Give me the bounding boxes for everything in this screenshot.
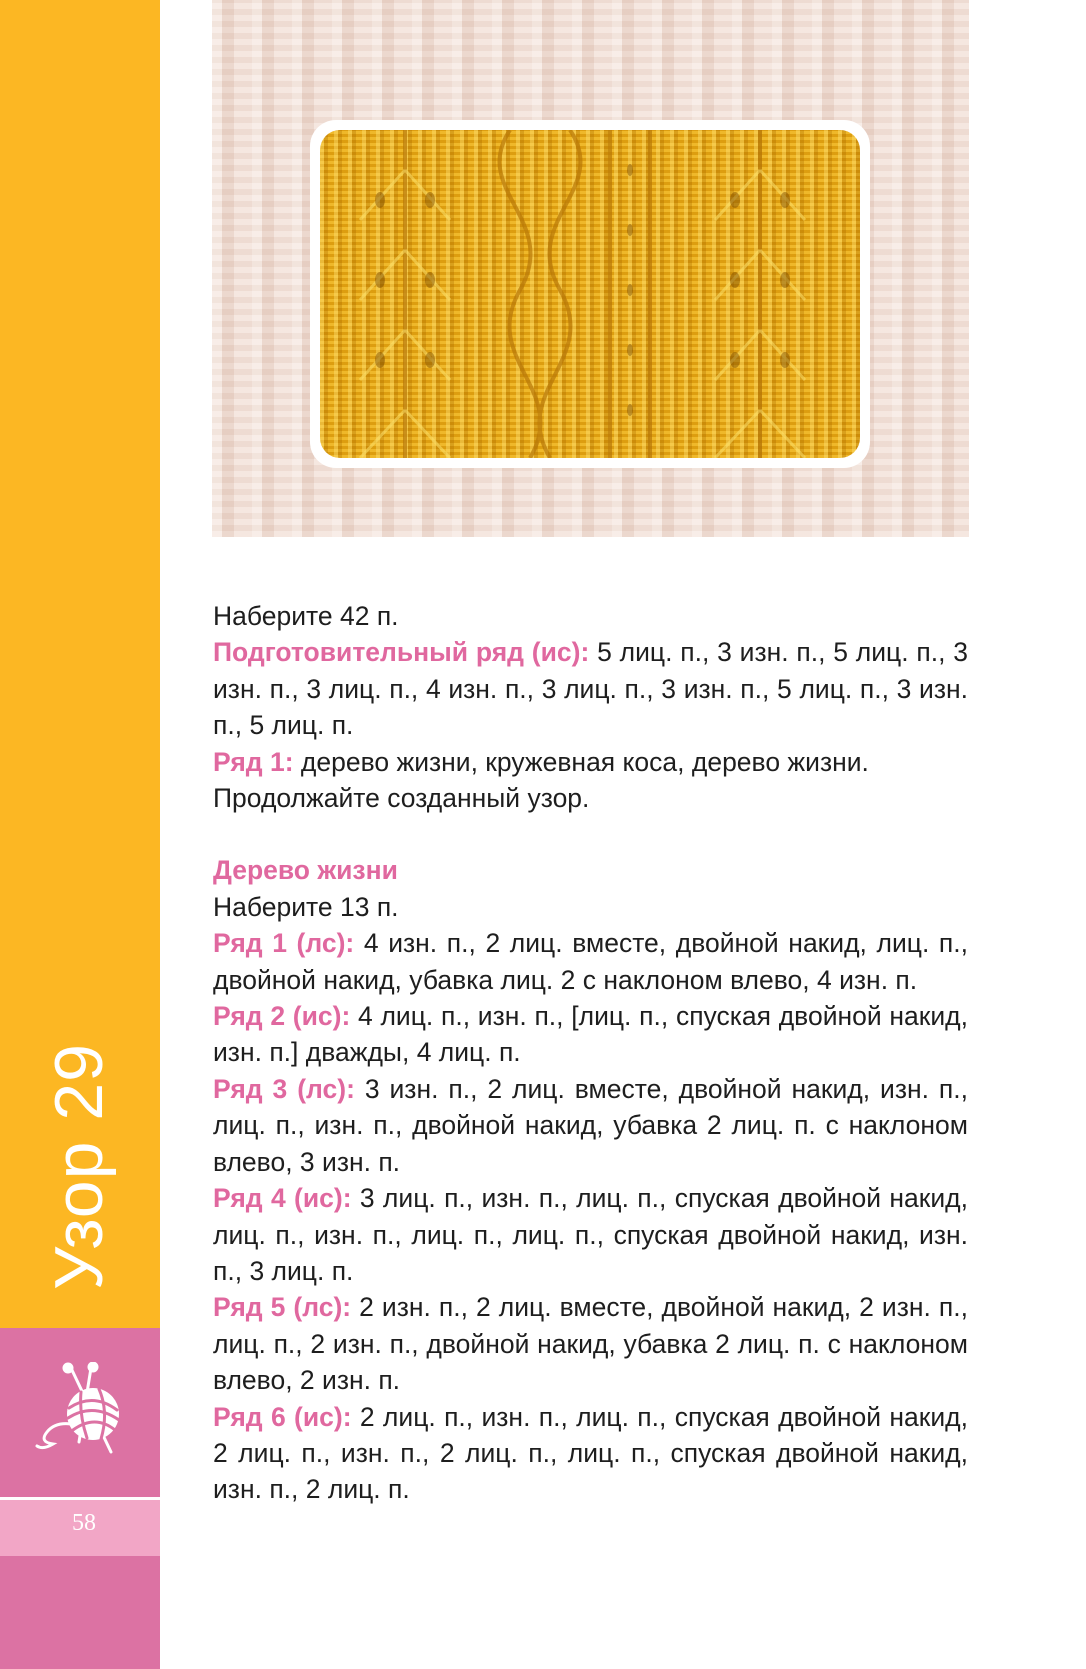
row-1-text: дерево жизни, кружевная коса, дерево жизни. [293, 746, 869, 777]
tree-row-text: 2 изн. п., 2 лиц. вместе, двойной накид, 2 изн. п., лиц. п., 2 изн. п., двойной накид, убавка 2 лиц. п. с наклоном влево, 2 изн. п. [213, 1292, 968, 1396]
tree-row-5 [213, 1289, 968, 1398]
tree-row-text: 3 изн. п., 2 лиц. вместе, двойной накид, изн. п., лиц. п., изн. п., двойной накид, убавка 2 лиц. п. с наклоном влево, 3 изн. п. [213, 1073, 968, 1177]
tree-row-text: 2 лиц. п., изн. п., лиц. п., спуская двойной накид, 2 лиц. п., изн. п., 2 лиц. п., лиц. п., спуская двойной накид, изн. п., 2 лиц. п. [213, 1401, 969, 1505]
pattern-title: Узор 29 [41, 1043, 117, 1290]
tree-row-label: Ряд 3 (лс): [213, 1073, 355, 1104]
row-1-label: Ряд 1: [213, 746, 294, 777]
prep-row [213, 634, 968, 743]
row-1 [213, 744, 968, 780]
pattern-instructions [213, 598, 968, 1508]
tree-row-6 [213, 1399, 968, 1508]
tree-row-2 [213, 998, 968, 1071]
tree-row-label: Ряд 2 (ис): [213, 1001, 351, 1032]
tree-row-3 [213, 1071, 968, 1180]
section-cast-on: Наберите 13 п. [213, 891, 399, 922]
tree-row-4 [213, 1180, 968, 1289]
page-number: 58 [72, 1510, 96, 1536]
cast-on-line: Наберите 42 п. [213, 601, 399, 631]
tree-row-label: Ряд 6 (ис): [213, 1401, 352, 1432]
prep-row-text: 5 лиц. п., 3 изн. п., 5 лиц. п., 3 изн. п., 3 лиц. п., 4 изн. п., 3 лиц. п., 3 изн. п., 5 лиц. п., 3 изн. п., 5 лиц. п. [213, 637, 968, 741]
section-gap [213, 816, 968, 852]
knit-pattern-photo [320, 130, 860, 458]
tree-row-text: 4 изн. п., 2 лиц. вместе, двойной накид, лиц. п., двойной накид, убавка лиц. 2 с наклоном влево, 4 изн. п. [213, 928, 968, 995]
tree-row-text: 3 лиц. п., изн. п., лиц. п., спуская двойной накид, лиц. п., изн. п., лиц. п., лиц. п., спуская двойной накид, изн. п., 3 лиц. п. [213, 1183, 969, 1286]
tree-row-label: Ряд 1 (лс): [213, 928, 355, 959]
tree-row-label: Ряд 4 (ис): [213, 1183, 352, 1214]
yarn-ball-icon [35, 1362, 131, 1458]
tree-row-label: Ряд 5 (лс): [213, 1292, 352, 1323]
prep-row-label: Подготовительный ряд (ис): [213, 637, 590, 668]
section-heading: Дерево жизни [213, 855, 398, 886]
continue-line: Продолжайте созданный узор. [213, 783, 590, 814]
tree-row-text: 4 лиц. п., изн. п., [лиц. п., спуская двойной накид, изн. п.] дважды, 4 лиц. п. [213, 1001, 968, 1068]
tree-row-1 [213, 925, 968, 998]
